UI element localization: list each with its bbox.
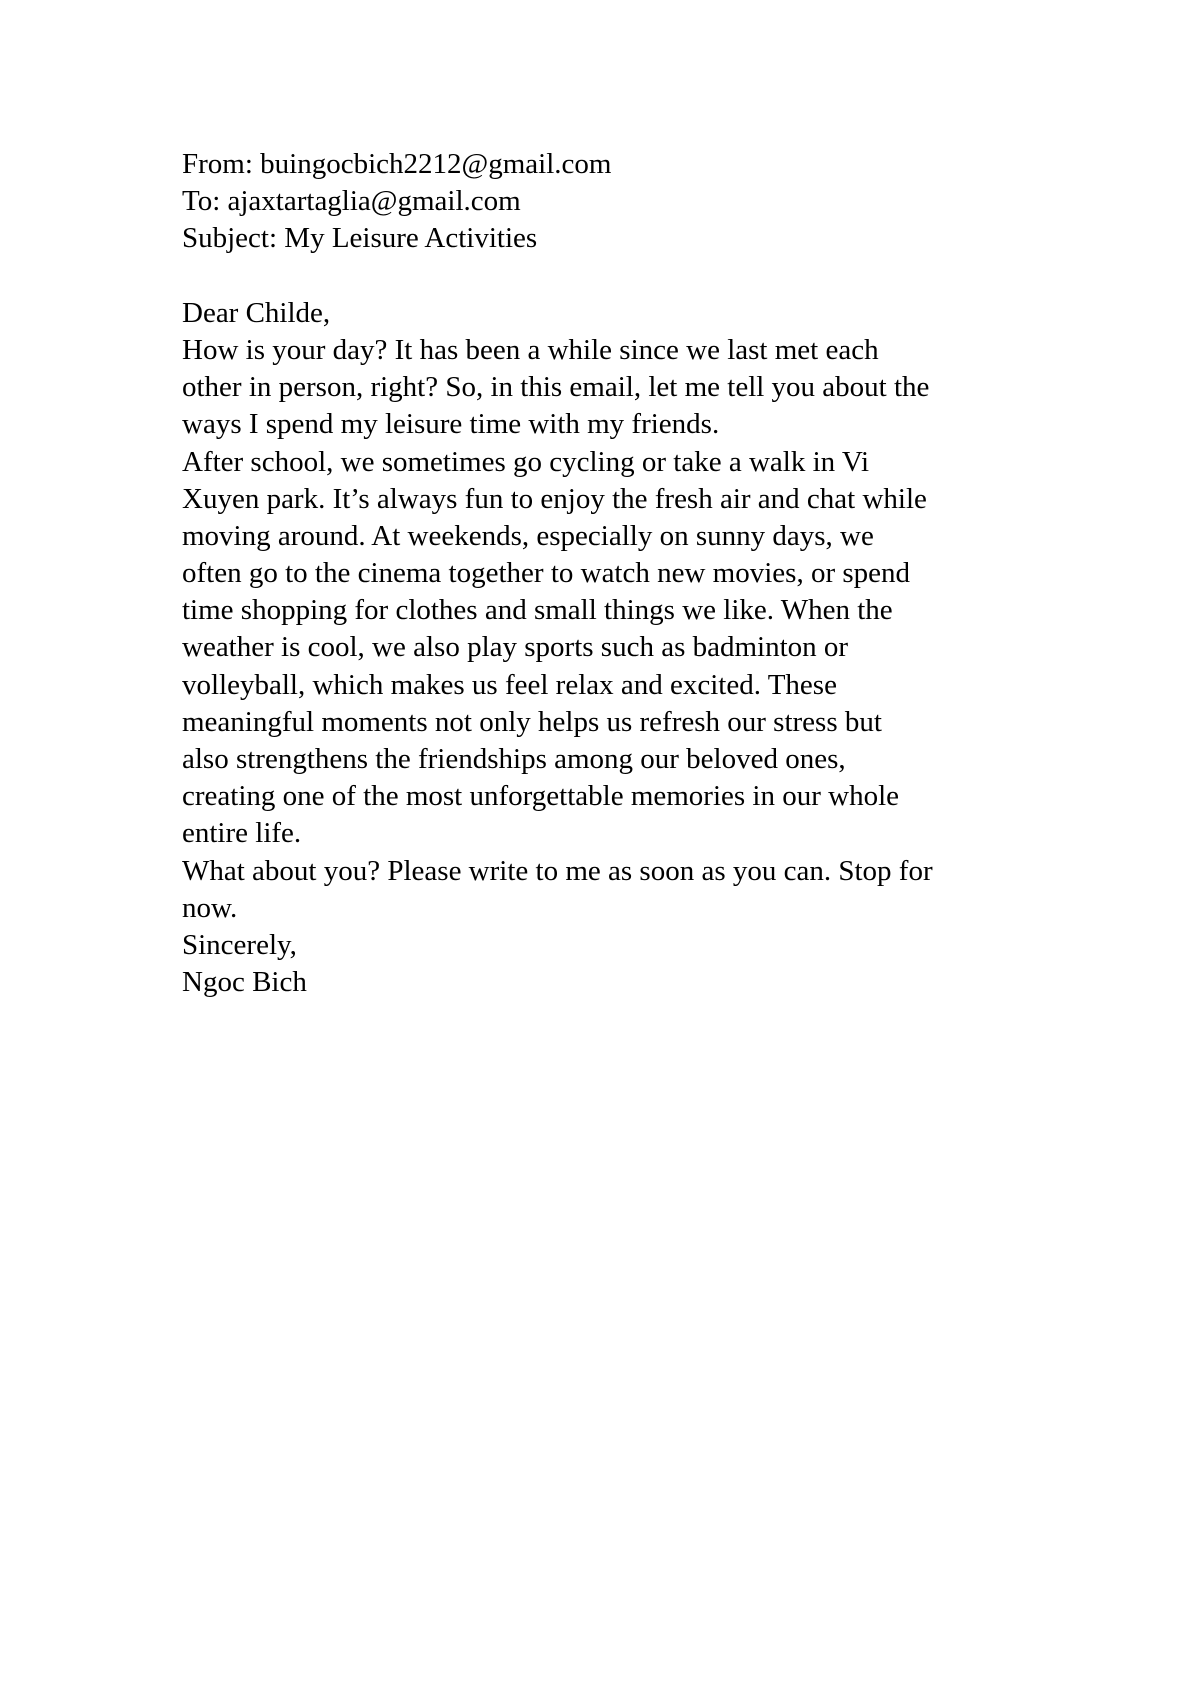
email-letter — [182, 146, 1042, 1001]
text-line: Xuyen park. It’s always fun to enjoy the fresh air and chat while — [182, 482, 927, 515]
signature: Ngoc Bich — [182, 966, 307, 999]
text-line: How is your day? It has been a while since we last met each — [182, 333, 879, 366]
text-line: volleyball, which makes us feel relax and excited. These — [182, 668, 837, 701]
text-line: other in person, right? So, in this email, let me tell you about the — [182, 371, 930, 404]
email-header — [182, 146, 1042, 258]
to-line: To: ajaxtartaglia@gmail.com — [182, 185, 521, 218]
text-line: creating one of the most unforgettable memories in our whole — [182, 780, 900, 813]
text-line: weather is cool, we also play sports such as badminton or — [182, 631, 849, 664]
text-line: After school, we sometimes go cycling or take a walk in Vi — [182, 445, 870, 478]
greeting: Dear Childe, — [182, 296, 331, 329]
text-line: meaningful moments not only helps us refresh our stress but — [182, 705, 882, 738]
text-line: ways I spend my leisure time with my friends. — [182, 408, 720, 441]
text-line: moving around. At weekends, especially on sunny days, we — [182, 519, 874, 552]
from-line: From: buingocbich2212@gmail.com — [182, 148, 612, 180]
blank-line — [182, 258, 1042, 295]
text-line: now. — [182, 891, 238, 924]
text-line: What about you? Please write to me as soon as you can. Stop for — [182, 854, 933, 887]
text-line: also strengthens the friendships among our beloved ones, — [182, 743, 846, 775]
paragraph-body — [182, 444, 1042, 853]
paragraph-intro — [182, 332, 1042, 444]
text-line: entire life. — [182, 817, 302, 850]
text-line: often go to the cinema together to watch new movies, or spend — [182, 557, 911, 590]
subject-line: Subject: My Leisure Activities — [182, 222, 538, 255]
paragraph-closing-request — [182, 853, 1042, 927]
closing: Sincerely, — [182, 928, 297, 961]
text-line: time shopping for clothes and small things we like. When the — [182, 594, 893, 627]
